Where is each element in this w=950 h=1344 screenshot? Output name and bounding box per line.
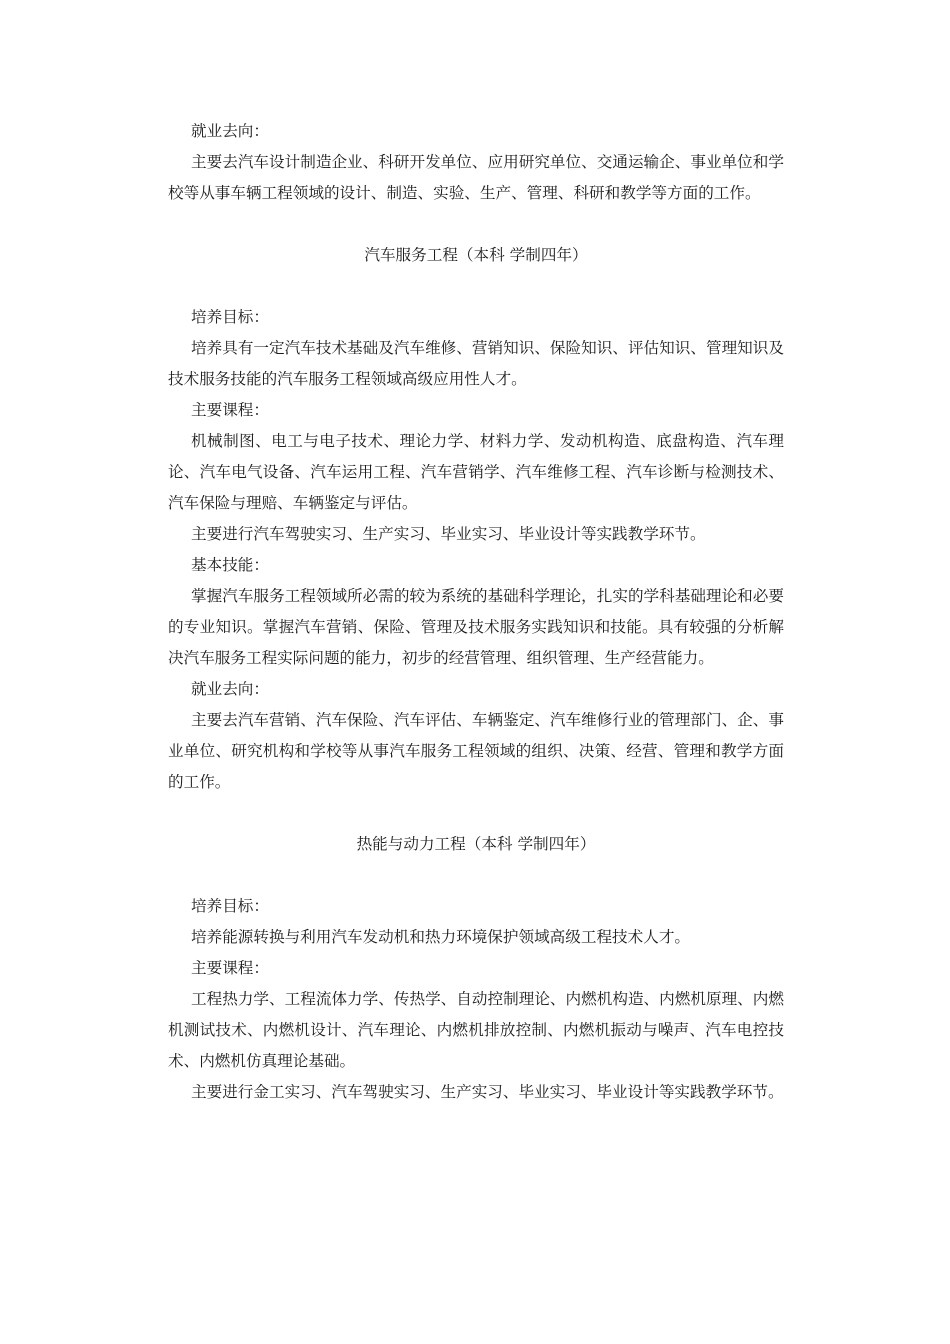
courses-label: 主要课程： <box>191 401 269 419</box>
career-text: 主要去汽车设计制造企业、科研开发单位、应用研究单位、交通运输企、事业单位和学校等从事车辆工程领域的设计、制造、实验、生产、管理、科研和教学等方面的工作。 <box>168 153 784 202</box>
courses-text: 机械制图、电工与电子技术、理论力学、材料力学、发动机构造、底盘构造、汽车理论、汽车电气设备、汽车运用工程、汽车营销学、汽车维修工程、汽车诊断与检测技术、汽车保险与理赔、车辆鉴定与评估。 <box>168 432 784 512</box>
goal-label: 培养目标： <box>191 308 269 326</box>
practice-text: 主要进行金工实习、汽车驾驶实习、生产实习、毕业实习、毕业设计等实践教学环节。 <box>191 1083 784 1101</box>
skills-text: 掌握汽车服务工程领域所必需的较为系统的基础科学理论，扎实的学科基础理论和必要的专业知识。掌握汽车营销、保险、管理及技术服务实践知识和技能。具有较强的分析解决汽车服务工程实际问题的能力，初步的经营管理、组织管理、生产经营能力。 <box>168 587 784 667</box>
section-title: 热能与动力工程（本科 学制四年） <box>356 835 596 853</box>
goal-label: 培养目标： <box>191 897 269 915</box>
section-title: 汽车服务工程（本科 学制四年） <box>364 246 588 264</box>
document-page <box>168 116 784 1108</box>
service-engineering-section <box>168 240 784 798</box>
thermal-engineering-section <box>168 829 784 1108</box>
skills-label: 基本技能： <box>191 556 269 574</box>
goal-text: 培养能源转换与利用汽车发动机和热力环境保护领域高级工程技术人才。 <box>191 928 691 946</box>
courses-label: 主要课程： <box>191 959 269 977</box>
courses-text: 工程热力学、工程流体力学、传热学、自动控制理论、内燃机构造、内燃机原理、内燃机测试技术、内燃机设计、汽车理论、内燃机排放控制、内燃机振动与噪声、汽车电控技术、内燃机仿真理论基础。 <box>168 990 784 1070</box>
career-label: 就业去向： <box>191 680 269 698</box>
practice-text: 主要进行汽车驾驶实习、生产实习、毕业实习、毕业设计等实践教学环节。 <box>191 525 706 543</box>
career-label: 就业去向： <box>191 122 269 140</box>
goal-text: 培养具有一定汽车技术基础及汽车维修、营销知识、保险知识、评估知识、管理知识及技术服务技能的汽车服务工程领域高级应用性人才。 <box>168 339 784 388</box>
career-text: 主要去汽车营销、汽车保险、汽车评估、车辆鉴定、汽车维修行业的管理部门、企、事业单位、研究机构和学校等从事汽车服务工程领域的组织、决策、经营、管理和教学方面的工作。 <box>168 711 784 791</box>
intro-section <box>168 116 784 209</box>
